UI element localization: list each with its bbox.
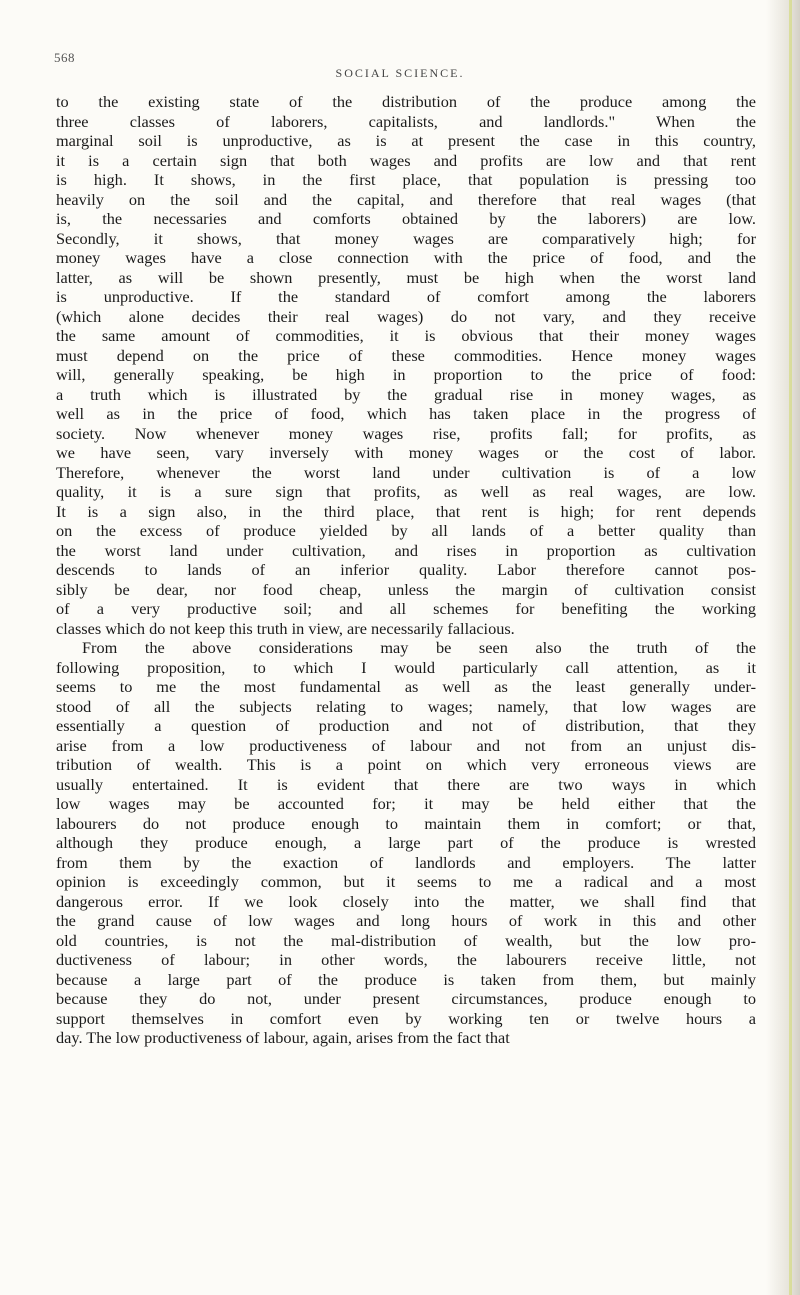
text-line: a truth which is illustrated by the gradual rise in money wages, as — [56, 384, 756, 404]
text-line: is high. It shows, in the first place, that population is pressing too — [56, 170, 756, 189]
text-line: sibly be dear, nor food cheap, unless the margin of cultivation consist — [56, 579, 756, 599]
text-line: dangerous error. If we look closely into the matter, we shall find that — [56, 891, 756, 911]
text-line: labourers do not produce enough to maintain them in comfort; or that, — [56, 813, 756, 833]
text-line: must depend on the price of these commodities. Hence money wages — [56, 345, 756, 365]
page-edge-stripe — [789, 0, 792, 1295]
text-line: essentially a question of production and not of distribution, that they — [56, 716, 756, 735]
text-line: From the above considerations may be seen also the truth of the — [82, 638, 756, 657]
text-line: money wages have a close connection with the price of food, and the — [56, 248, 756, 267]
text-line: Secondly, it shows, that money wages are comparatively high; for — [56, 228, 756, 248]
text-line: day. The low productiveness of labour, again, arises from the fact that — [56, 1028, 510, 1047]
text-line: seems to me the most fundamental as well as the least generally under- — [56, 677, 756, 696]
text-line: we have seen, vary inversely with money wages or the cost of labor. — [56, 443, 756, 462]
text-line: three classes of laborers, capitalists, and landlords." When the — [56, 111, 756, 131]
text-line: tribution of wealth. This is a point on which very erroneous views are — [56, 755, 756, 774]
text-line: of a very productive soil; and all schemes for benefiting the working — [56, 599, 756, 618]
page-number: 568 — [54, 50, 75, 65]
text-line: low wages may be accounted for; it may be held either that the — [56, 794, 756, 813]
text-line: it is a certain sign that both wages and profits are low and that rent — [56, 150, 756, 170]
text-line: latter, as will be shown presently, must be high when the worst land — [56, 267, 756, 287]
page-edge-shadow — [766, 0, 800, 1295]
running-head: SOCIAL SCIENCE. — [335, 66, 465, 80]
text-line: support themselves in comfort even by working ten or twelve hours a — [56, 1008, 756, 1028]
text-line: quality, it is a sure sign that profits, as well as real wages, are low. — [56, 482, 756, 501]
text-line: (which alone decides their real wages) do not vary, and they receive — [56, 306, 756, 326]
text-line: Therefore, whenever the worst land under cultivation is of a low — [56, 462, 756, 482]
text-line: ductiveness of labour; in other words, the labourers receive little, not — [56, 950, 756, 969]
text-line: following proposition, to which I would particularly call attention, as it — [56, 657, 756, 677]
text-line: arise from a low productiveness of labour and not from an unjust dis- — [56, 735, 756, 755]
text-line: classes which do not keep this truth in view, are necessarily fallacious. — [56, 618, 515, 638]
text-line: because they do not, under present circumstances, produce enough to — [56, 989, 756, 1008]
text-line: descends to lands of an inferior quality. Labor therefore cannot pos- — [56, 560, 756, 579]
text-line: usually entertained. It is evident that there are two ways in which — [56, 774, 756, 794]
text-line: to the existing state of the distribution of the produce among the — [56, 92, 756, 111]
text-line: heavily on the soil and the capital, and therefore that real wages (that — [56, 189, 756, 209]
text-line: will, generally speaking, be high in proportion to the price of food: — [56, 365, 756, 384]
text-line: is, the necessaries and comforts obtained by the laborers) are low. — [56, 209, 756, 228]
text-line: from them by the exaction of landlords and employers. The latter — [56, 852, 756, 872]
text-line: the same amount of commodities, it is obvious that their money wages — [56, 326, 756, 345]
text-line: old countries, is not the mal-distribution of wealth, but the low pro- — [56, 930, 756, 950]
text-line: because a large part of the produce is taken from them, but mainly — [56, 969, 756, 989]
text-line: society. Now whenever money wages rise, profits fall; for profits, as — [56, 423, 756, 443]
text-line: It is a sign also, in the third place, that rent is high; for rent depends — [56, 501, 756, 521]
text-line: opinion is exceedingly common, but it seems to me a radical and a most — [56, 872, 756, 891]
text-line: stood of all the subjects relating to wages; namely, that low wages are — [56, 696, 756, 716]
text-line: is unproductive. If the standard of comfort among the laborers — [56, 287, 756, 306]
text-line: the worst land under cultivation, and rises in proportion as cultivation — [56, 540, 756, 560]
text-line: marginal soil is unproductive, as is at present the case in this country, — [56, 131, 756, 150]
text-line: the grand cause of low wages and long hours of work in this and other — [56, 911, 756, 930]
text-line: on the excess of produce yielded by all lands of a better quality than — [56, 521, 756, 540]
text-line: although they produce enough, a large part of the produce is wrested — [56, 833, 756, 852]
body-text — [56, 92, 756, 1048]
text-line: well as in the price of food, which has taken place in the progress of — [56, 404, 756, 423]
